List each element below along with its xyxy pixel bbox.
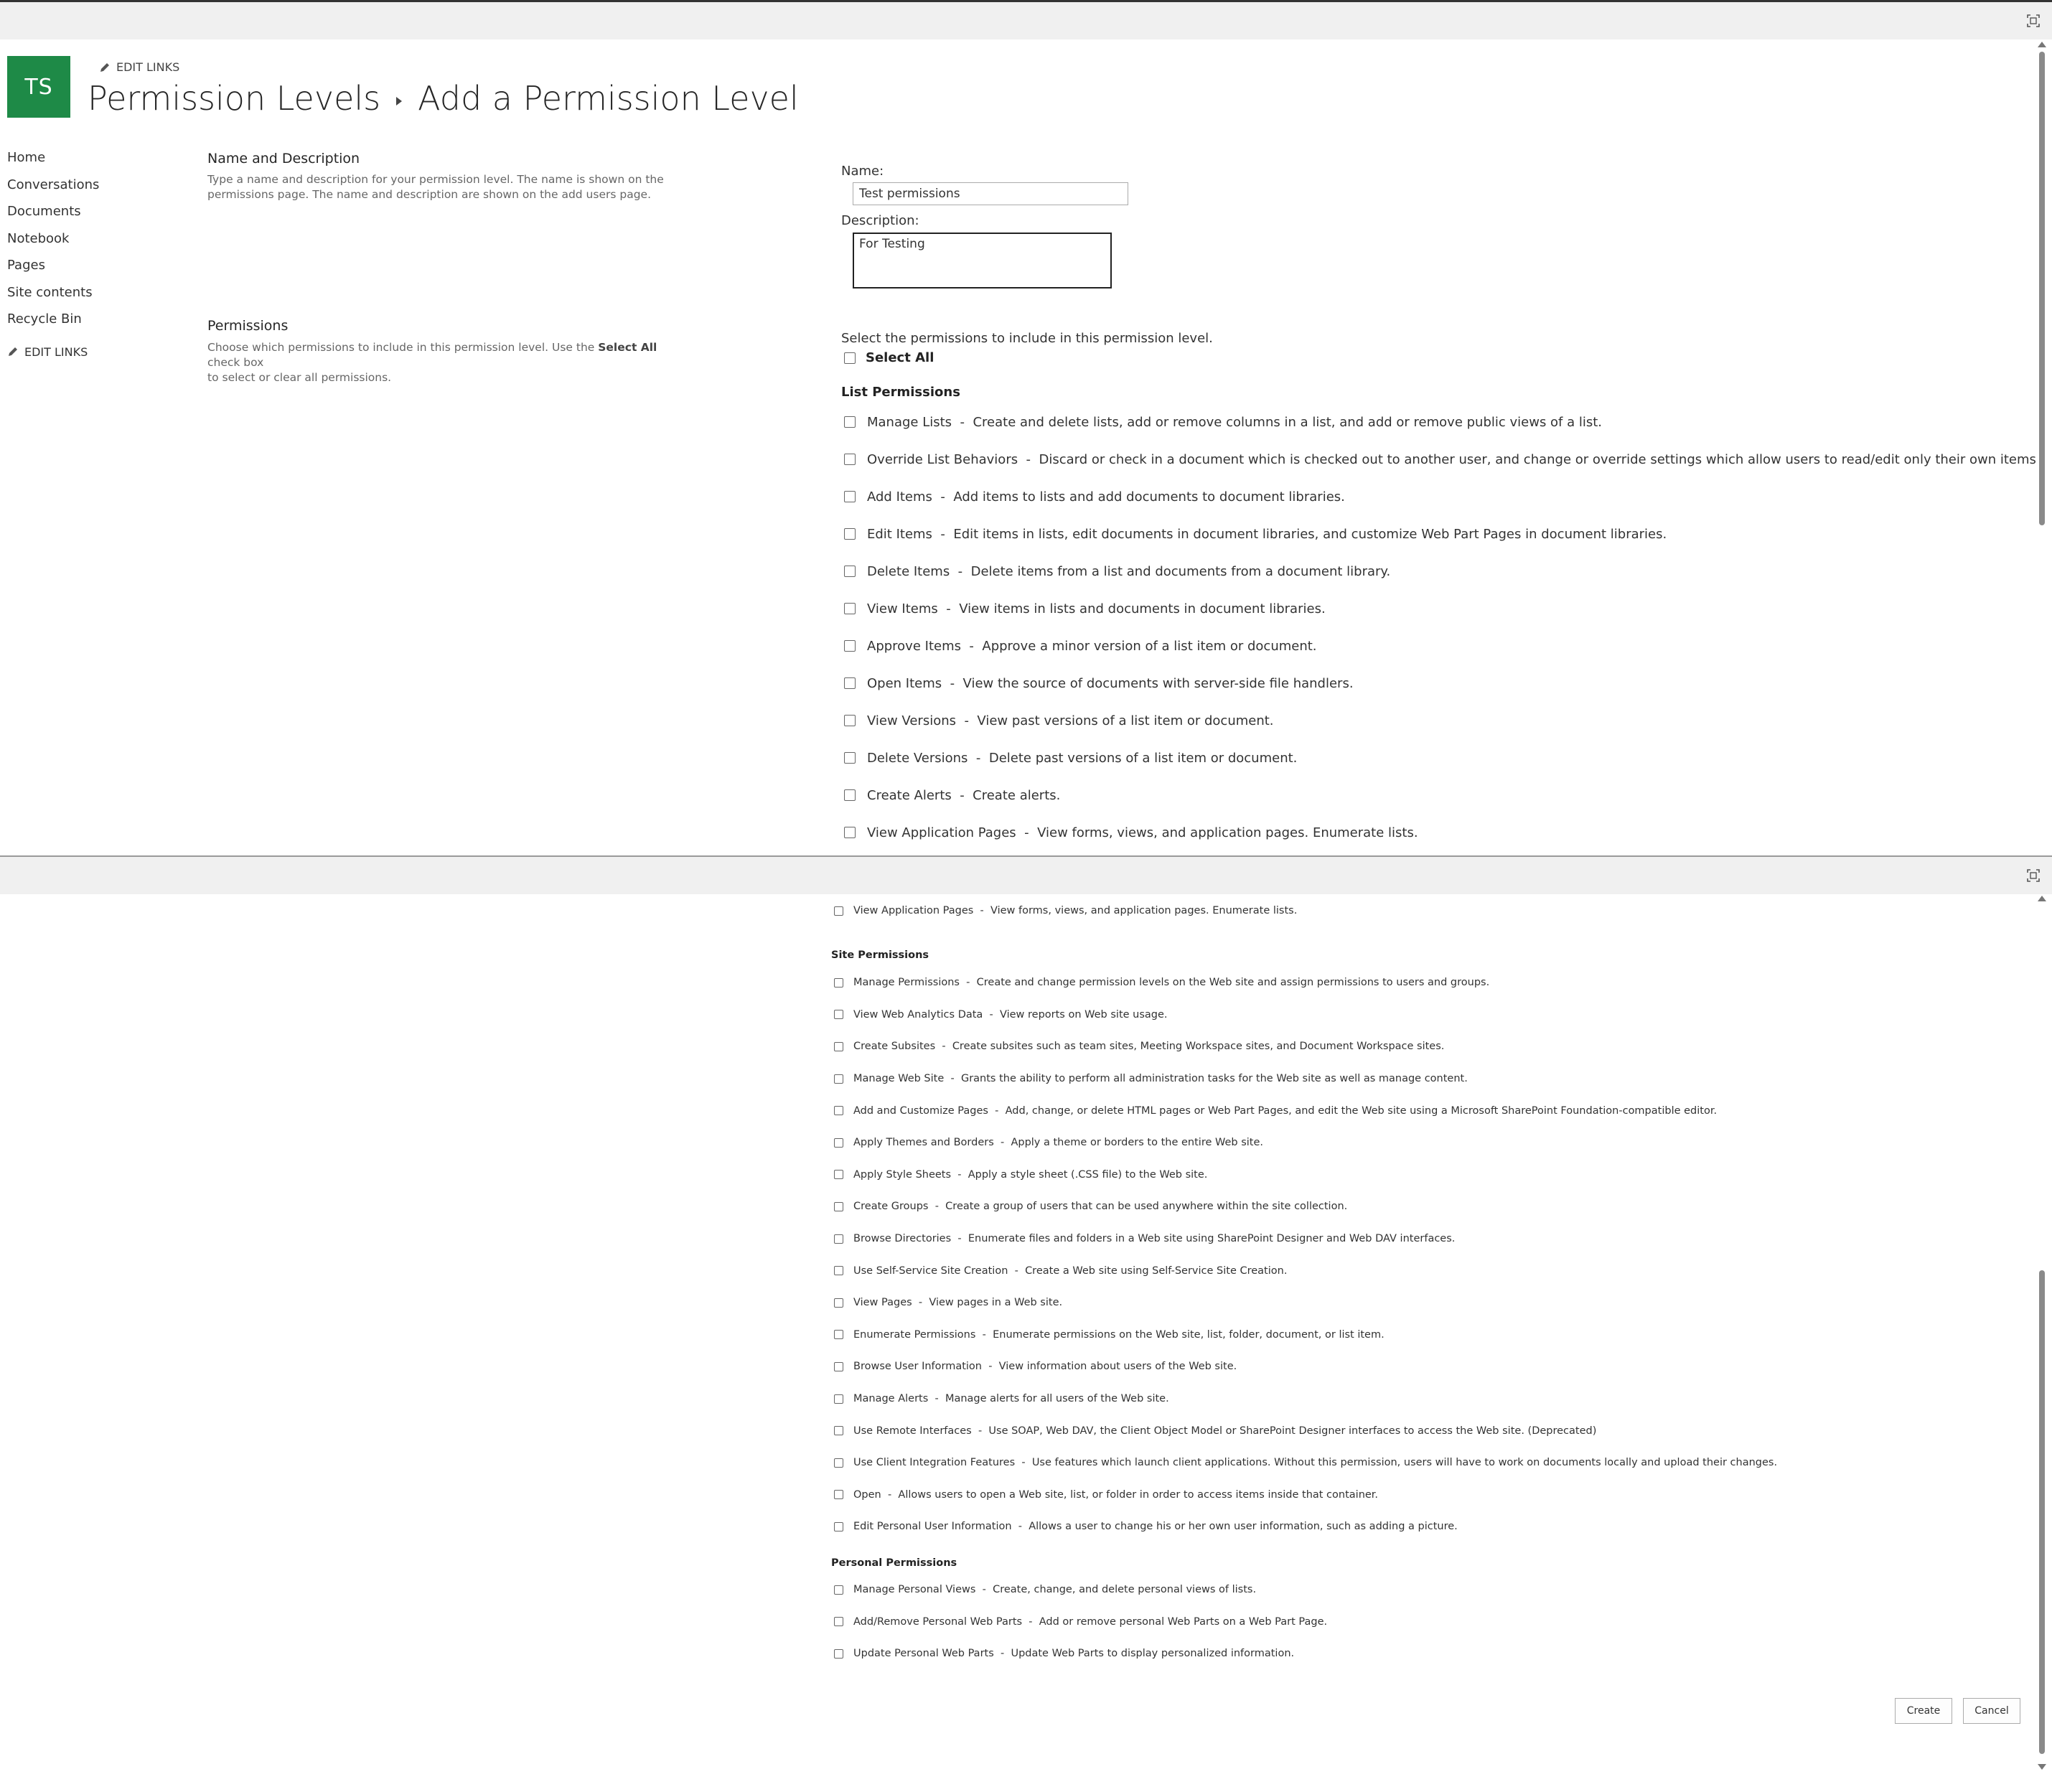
edit-links-label: EDIT LINKS [116,60,180,74]
permission-name: Apply Style Sheets [853,1168,952,1181]
pencil-icon [7,346,19,357]
permission-checkbox[interactable] [834,1106,843,1115]
list-permissions-list [844,403,2036,851]
breadcrumb-parent[interactable]: Permission Levels [88,79,381,118]
permission-separator: - [983,1008,1000,1021]
permission-row[interactable] [844,627,2036,665]
nav-item[interactable]: Home [7,150,46,165]
description-textarea[interactable] [853,233,1112,288]
scrollbar-top-pane[interactable] [2039,42,2045,853]
nav-edit-links-label: EDIT LINKS [24,344,88,359]
permission-row[interactable] [834,1447,1777,1479]
cancel-button[interactable]: Cancel [1963,1698,2020,1724]
permission-checkbox[interactable] [834,1649,843,1659]
nav-edit-links[interactable] [7,345,99,359]
permission-checkbox[interactable] [834,1522,843,1531]
permission-checkbox[interactable] [834,1010,843,1019]
permission-checkbox[interactable] [844,640,856,652]
frame-toolbar-top [0,2,2052,39]
permission-row[interactable] [844,739,2036,777]
permission-name: Manage Permissions [853,977,960,989]
permission-checkbox[interactable] [834,1138,843,1148]
permission-separator: - [1022,1615,1039,1628]
personal-permissions-heading: Personal Permissions [831,1557,957,1569]
permission-checkbox[interactable] [834,1074,843,1084]
permission-description: Apply a style sheet (.CSS file) to the Web site. [968,1168,1208,1181]
permission-separator: - [951,1233,968,1245]
permission-row[interactable] [834,1574,1327,1606]
permission-name: Override List Behaviors [867,451,1018,467]
permission-name: View Versions [867,713,957,728]
permission-checkbox[interactable] [834,1617,843,1626]
permission-checkbox[interactable] [844,566,856,577]
permission-checkbox[interactable] [844,528,856,540]
permission-name: Add/Remove Personal Web Parts [853,1615,1023,1628]
permission-name: Approve Items [867,638,961,654]
permission-separator: - [950,563,971,579]
nav-item[interactable]: Site contents [7,284,93,300]
permission-description: Create alerts. [973,787,1061,803]
permission-separator: - [935,1041,952,1053]
permission-name: Edit Items [867,526,932,542]
name-section-description [207,172,667,202]
permission-separator: - [975,1328,993,1341]
permission-checkbox[interactable] [834,1234,843,1244]
permission-row[interactable] [834,1191,1777,1223]
permission-row[interactable] [834,1479,1777,1511]
permission-checkbox[interactable] [844,789,856,801]
frame-toolbar-bottom [0,855,2052,894]
list-permissions-continued [834,904,1297,918]
permission-row[interactable] [834,904,1297,918]
permission-description: Add items to lists and add documents to document libraries. [953,489,1345,505]
perm-desc-bold: Select All [598,341,657,354]
permission-row[interactable] [834,1127,1777,1159]
permission-row[interactable] [834,1383,1777,1415]
permission-separator: - [928,1393,945,1405]
permission-name: Use Remote Interfaces [853,1425,972,1437]
scrollbar-bottom-pane[interactable] [2039,896,2045,1768]
nav-item[interactable]: Notebook [7,230,70,246]
permission-checkbox[interactable] [834,1170,843,1179]
permission-separator: - [1016,825,1038,840]
select-all-checkbox[interactable] [844,352,856,364]
permission-separator: - [881,1488,899,1501]
scroll-up-arrow[interactable] [2038,896,2046,901]
permission-row[interactable] [844,515,2036,553]
permission-description: Create a group of users that can be used anywhere within the site collection. [945,1201,1348,1213]
permission-name: View Web Analytics Data [853,1008,983,1021]
permission-row[interactable] [834,1606,1327,1638]
permission-checkbox[interactable] [844,454,856,465]
nav-item[interactable]: Documents [7,204,81,219]
permission-name: View Application Pages [867,825,1016,840]
permission-checkbox[interactable] [834,1330,843,1339]
permission-row[interactable] [844,441,2036,478]
permission-row[interactable] [834,1287,1777,1319]
permission-description: Add or remove personal Web Parts on a Web Part Page. [1039,1615,1328,1628]
site-permissions-list [834,967,1777,1543]
permission-name: Browse Directories [853,1233,952,1245]
permission-row[interactable] [834,1511,1777,1543]
permission-description: Enumerate permissions on the Web site, list, folder, document, or list item. [993,1328,1385,1341]
permission-name: Manage Personal Views [853,1584,976,1596]
permission-description: Allows users to open a Web site, list, or folder in order to access items inside that container. [898,1488,1379,1501]
permission-description: View forms, views, and application pages. Enumerate lists. [990,905,1298,916]
permission-checkbox[interactable] [844,752,856,764]
permission-name: Manage Lists [867,414,952,430]
permission-row[interactable] [844,590,2036,627]
permission-checkbox[interactable] [844,677,856,689]
permission-description: Add, change, or delete HTML pages or Web Part Pages, and edit the Web site using a Microsoft SharePoint Foundation-compatible editor. [1005,1104,1718,1117]
pencil-icon [99,62,111,73]
permission-row[interactable] [834,1094,1777,1127]
permission-row[interactable] [844,478,2036,515]
permission-description: Create, change, and delete personal views of lists. [993,1584,1257,1596]
permission-description: View forms, views, and application pages. Enumerate lists. [1037,825,1418,840]
permission-checkbox[interactable] [834,1042,843,1051]
permission-separator: - [951,787,973,803]
permission-name: Browse User Information [853,1361,982,1373]
permission-separator: - [1008,1265,1026,1277]
perm-desc-line2: to select or clear all permissions. [207,371,392,384]
permission-separator: - [988,1104,1006,1117]
permission-separator: - [1011,1521,1029,1533]
permissions-section-heading: Permissions [207,318,289,334]
scroll-thumb[interactable] [2039,1270,2045,1754]
permission-name: Delete Versions [867,750,968,766]
permission-name: Open [853,1488,881,1501]
site-permissions-heading: Site Permissions [831,949,929,961]
name-section-heading: Name and Description [207,151,360,166]
permission-separator: - [1018,451,1039,467]
permission-name: Manage Web Site [853,1073,945,1085]
list-permissions-heading: List Permissions [841,385,960,400]
focus-mode-icon[interactable] [2026,14,2041,28]
permission-separator: - [942,675,963,691]
permission-separator: - [993,1137,1011,1149]
permission-name: Create Groups [853,1201,929,1213]
permission-separator: - [982,1361,999,1373]
permission-description: View the source of documents with server-side file handlers. [962,675,1354,691]
permission-description: Delete past versions of a list item or document. [988,750,1298,766]
scroll-up-arrow[interactable] [2038,42,2046,47]
permission-checkbox[interactable] [844,491,856,502]
permission-checkbox[interactable] [834,1266,843,1275]
scroll-down-arrow[interactable] [2038,1764,2046,1770]
permission-name: Add Items [867,489,932,505]
permission-row[interactable] [844,702,2036,739]
permission-row[interactable] [834,999,1777,1031]
permission-checkbox[interactable] [834,1202,843,1211]
permission-separator: - [959,977,977,989]
permission-row[interactable] [844,553,2036,590]
perm-desc-part2: check box [207,356,264,369]
permission-description: Update Web Parts to display personalized information. [1011,1648,1295,1660]
permission-name: View Items [867,601,938,616]
permission-checkbox[interactable] [834,1298,843,1308]
permission-description: Create and delete lists, add or remove columns in a list, and add or remove public views of a list. [973,414,1603,430]
permission-name: Add and Customize Pages [853,1104,988,1117]
page-title [88,79,799,118]
permission-description: Manage alerts for all users of the Web site. [945,1393,1169,1405]
permission-name: Create Subsites [853,1041,936,1053]
permission-description: Create and change permission levels on the Web site and assign permissions to users and groups. [976,977,1490,989]
permission-name: Open Items [867,675,942,691]
permission-separator: - [937,601,960,616]
permission-checkbox[interactable] [844,715,856,726]
permission-description: View reports on Web site usage. [1000,1008,1168,1021]
permission-row[interactable] [834,1159,1777,1191]
permission-row[interactable] [844,777,2036,814]
permission-separator: - [1015,1457,1032,1469]
left-navigation [7,148,99,359]
permission-description: Use features which launch client applications. Without this permission, users will have to work on documents locally and upload their changes. [1031,1457,1778,1469]
permission-separator: - [956,713,978,728]
permission-separator: - [960,638,983,654]
breadcrumb-separator-icon [396,97,402,105]
permission-description: View items in lists and documents in document libraries. [959,601,1326,616]
permission-description: Enumerate files and folders in a Web site using SharePoint Designer and Web DAV interfaces. [968,1233,1456,1245]
permission-checkbox[interactable] [834,1585,843,1595]
permissions-section-description [207,340,667,385]
permission-description: Apply a theme or borders to the entire Web site. [1011,1137,1264,1149]
permission-separator: - [952,414,973,430]
permission-name: Use Self-Service Site Creation [853,1265,1008,1277]
edit-links-top[interactable] [99,60,179,74]
permission-checkbox[interactable] [834,1490,843,1499]
permission-name: View Application Pages [853,905,974,916]
permission-separator: - [973,905,990,916]
perm-desc-part1: Choose which permissions to include in this permission level. Use the [207,341,599,354]
nav-item[interactable]: Pages [7,258,45,273]
breadcrumb-current: Add a Permission Level [418,79,799,118]
permission-name: Use Client Integration Features [853,1457,1016,1469]
permission-row[interactable] [834,1063,1777,1095]
name-desc-line1: Type a name and description for your permission level. The name is shown on the [207,173,664,186]
permission-row[interactable] [834,1254,1777,1287]
permission-separator: - [928,1201,946,1213]
permission-name: Manage Alerts [853,1393,929,1405]
permission-description: Grants the ability to perform all administration tasks for the Web site as well as manage content. [960,1073,1468,1085]
permission-row[interactable] [834,1415,1777,1447]
permission-row[interactable] [834,967,1777,999]
permission-description: Use SOAP, Web DAV, the Client Object Model or SharePoint Designer interfaces to access the Web site. (Deprecated) [988,1425,1597,1437]
permission-separator: - [944,1073,961,1085]
site-logo[interactable] [7,56,70,118]
permission-row[interactable] [844,665,2036,702]
permission-separator: - [975,1584,993,1596]
permission-name: Enumerate Permissions [853,1328,976,1341]
permission-name: Delete Items [867,563,950,579]
select-all[interactable] [844,350,934,365]
permission-name: Edit Personal User Information [853,1521,1012,1533]
permission-separator: - [951,1168,968,1181]
permission-row[interactable] [844,403,2036,441]
permissions-intro: Select the permissions to include in this permission level. [841,331,1213,346]
permission-description: Edit items in lists, edit documents in document libraries, and customize Web Part Pages in document libraries. [953,526,1667,542]
permission-name: Apply Themes and Borders [853,1137,994,1149]
nav-item[interactable]: Recycle Bin [7,311,82,327]
permission-description: Delete items from a list and documents from a document library. [970,563,1391,579]
permission-checkbox[interactable] [834,906,843,916]
name-input[interactable] [853,182,1128,205]
site-logo-text: TS [24,74,53,100]
permission-checkbox[interactable] [834,1362,843,1371]
permission-row[interactable] [834,1638,1327,1670]
permission-separator: - [932,489,954,505]
permission-row[interactable] [834,1223,1777,1255]
permission-name: View Pages [853,1297,912,1309]
permission-description: Create a Web site using Self-Service Site Creation. [1025,1265,1288,1277]
create-button[interactable]: Create [1895,1698,1952,1724]
permission-description: Approve a minor version of a list item or document. [982,638,1317,654]
permission-description: Allows a user to change his or her own user information, such as adding a picture. [1029,1521,1458,1533]
permission-row[interactable] [834,1351,1777,1383]
scroll-thumb[interactable] [2039,52,2045,525]
permission-separator: - [912,1297,929,1309]
permission-checkbox[interactable] [834,1458,843,1468]
permission-checkbox[interactable] [834,1426,843,1435]
personal-permissions-list [834,1574,1327,1670]
permission-description: Discard or check in a document which is checked out to another user, and change or override settings which allow users to read/edit only their own items [1039,451,2036,467]
permission-checkbox[interactable] [834,978,843,988]
permission-description: View pages in a Web site. [929,1297,1063,1309]
permission-checkbox[interactable] [844,827,856,838]
select-all-label: Select All [866,350,934,365]
description-label: Description: [841,213,919,228]
permission-row[interactable] [834,1319,1777,1351]
permission-description: View information about users of the Web site. [998,1361,1237,1373]
permission-separator: - [968,750,989,766]
permission-separator: - [971,1425,989,1437]
name-label: Name: [841,164,884,179]
permission-description: View past versions of a list item or document. [977,713,1274,728]
name-desc-line2: permissions page. The name and description are shown on the add users page. [207,188,652,201]
permission-name: Update Personal Web Parts [853,1648,994,1660]
permission-name: Create Alerts [867,787,952,803]
focus-mode-icon[interactable] [2026,868,2041,883]
permission-description: Create subsites such as team sites, Meeting Workspace sites, and Document Workspace sites. [952,1041,1445,1053]
permission-checkbox[interactable] [844,416,856,428]
permission-row[interactable] [834,1031,1777,1063]
permission-separator: - [993,1648,1011,1660]
permission-checkbox[interactable] [834,1394,843,1404]
permission-separator: - [932,526,954,542]
permission-row[interactable] [844,814,2036,851]
permission-checkbox[interactable] [844,603,856,614]
nav-item[interactable]: Conversations [7,177,100,192]
